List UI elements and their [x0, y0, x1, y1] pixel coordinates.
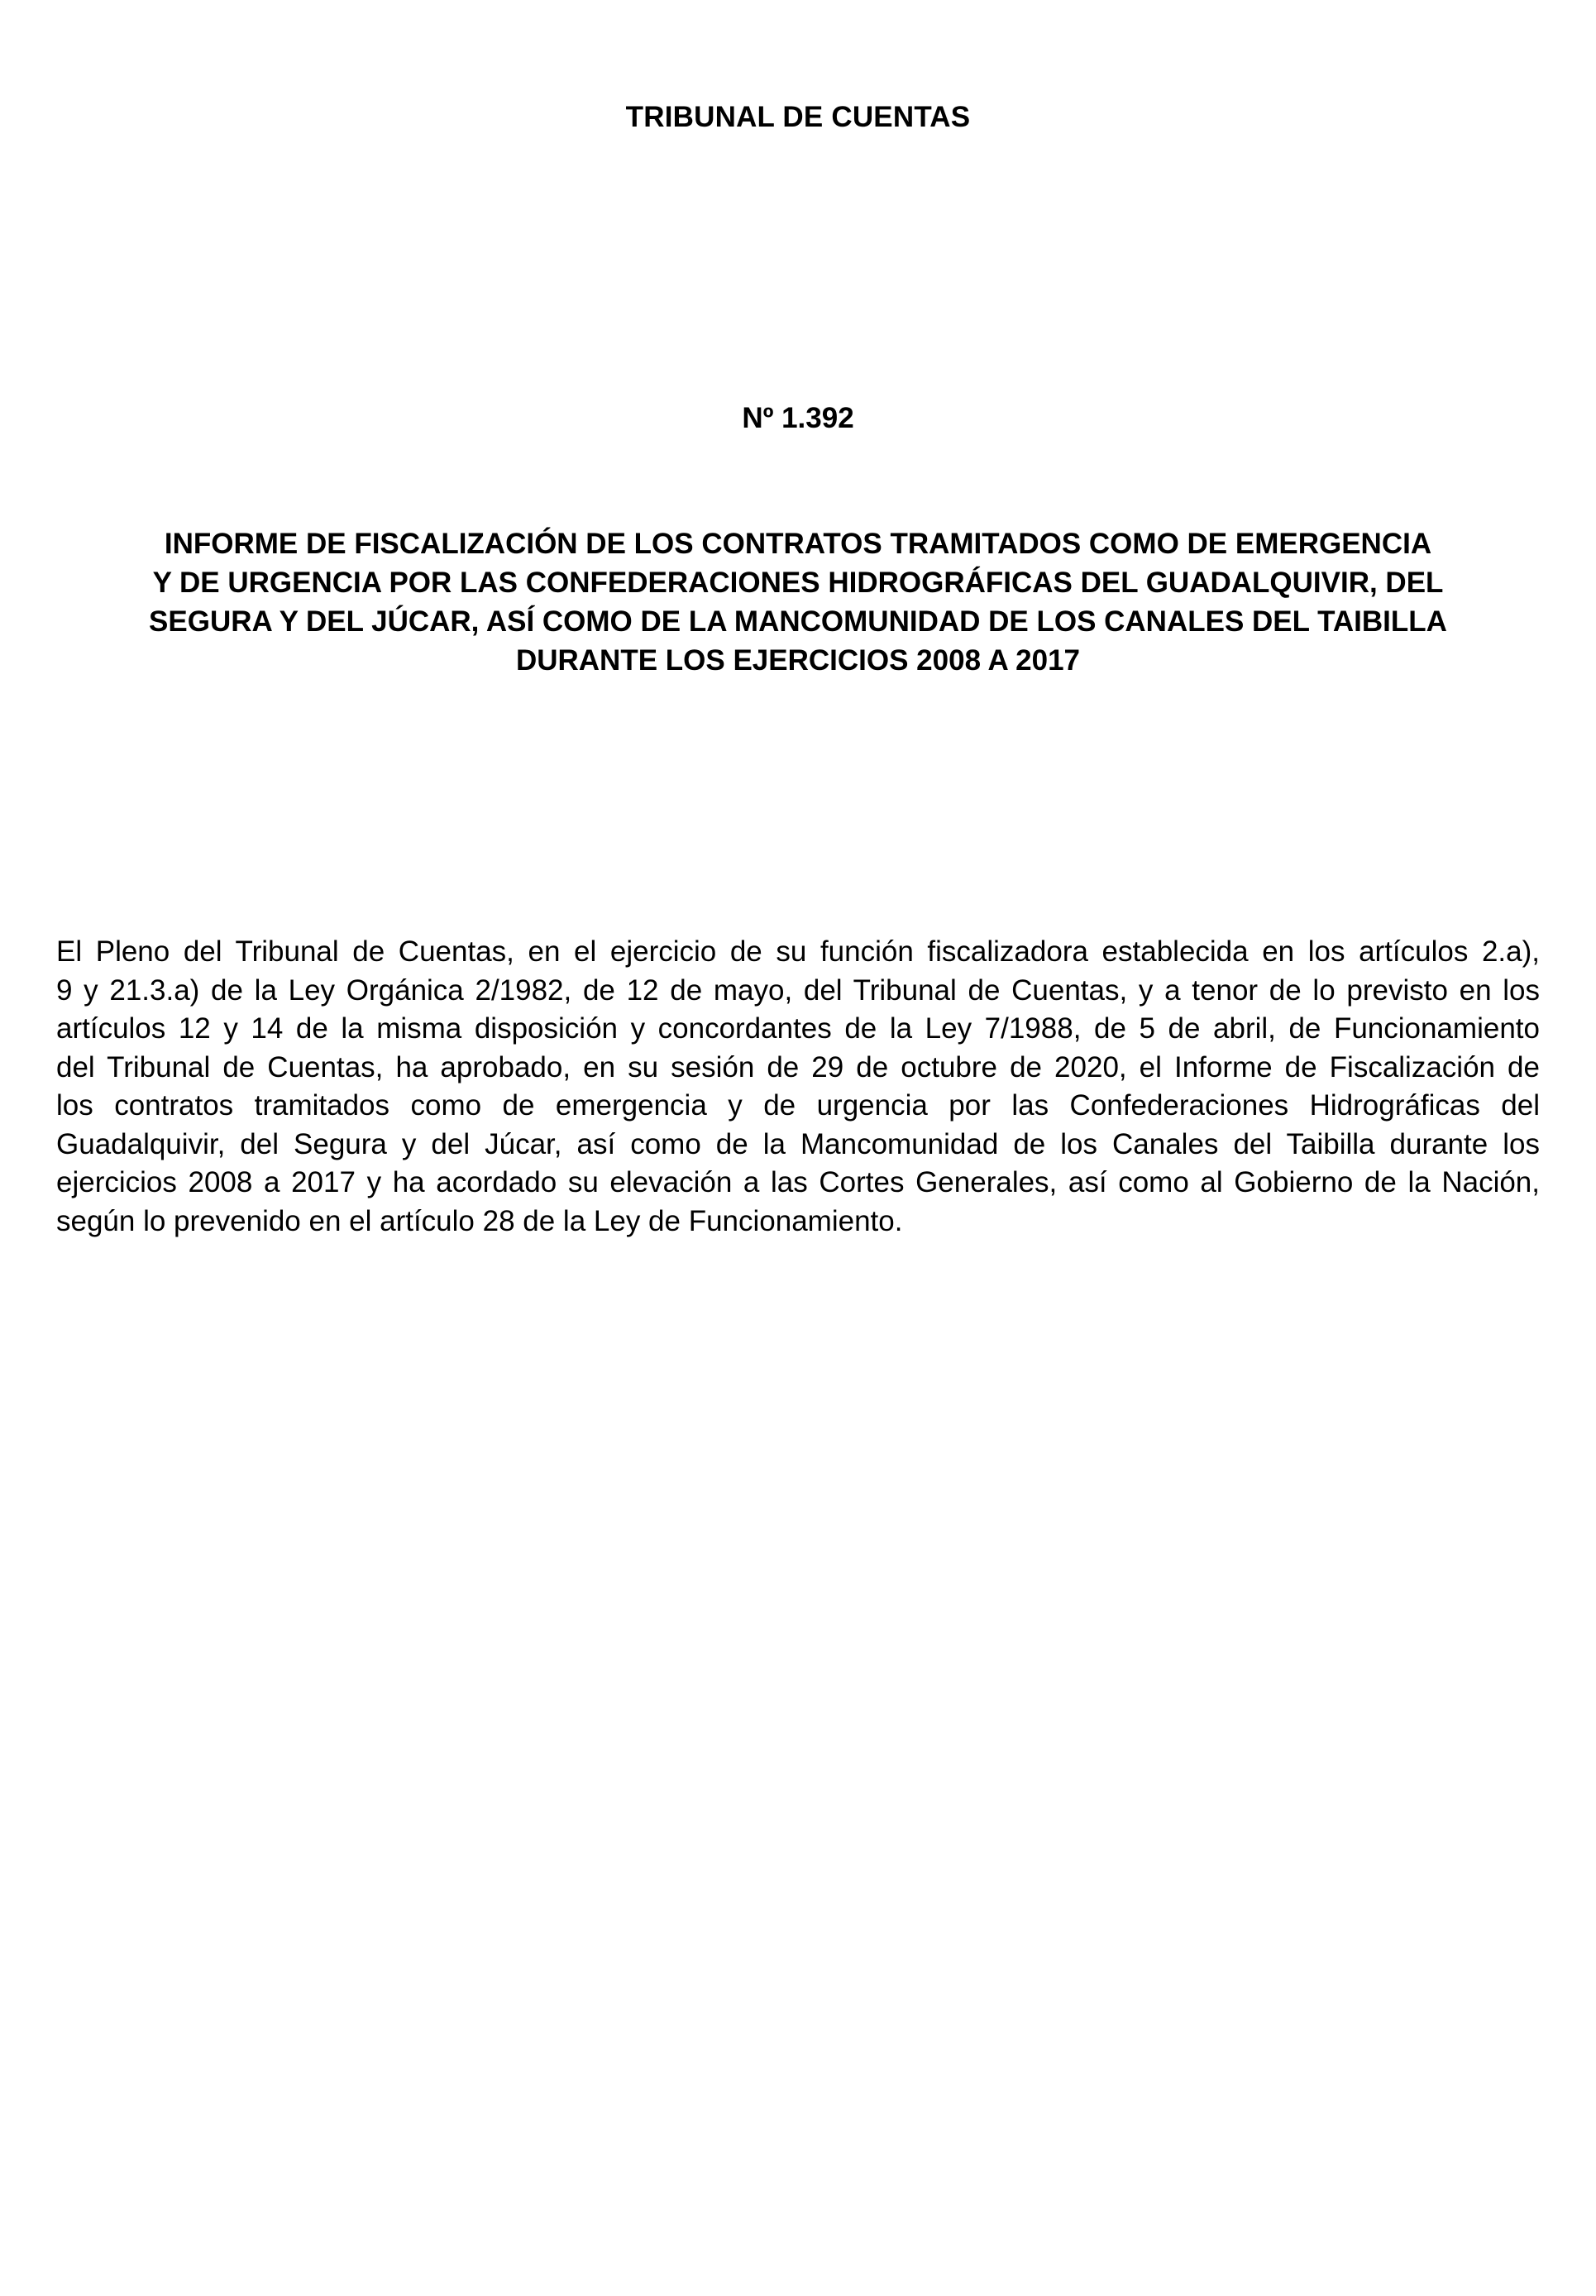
approval-paragraph: [56, 933, 1540, 1241]
paragraph-line: ejercicios 2008 a 2017 y ha acordado su elevación a las Cortes Generales, así como al Gobierno de la Nación,: [56, 1166, 1540, 1198]
report-title: [83, 524, 1513, 680]
report-title-line: Y DE URGENCIA POR LAS CONFEDERACIONES HIDROGRÁFICAS DEL GUADALQUIVIR, DEL: [152, 567, 1444, 599]
paragraph-line: El Pleno del Tribunal de Cuentas, en el ejercicio de su función fiscalizadora establecida en los artículos 2.a),: [56, 935, 1540, 968]
paragraph-line: 9 y 21.3.a) de la Ley Orgánica 2/1982, de 12 de mayo, del Tribunal de Cuentas, y a tenor de lo previsto en los: [56, 973, 1540, 1007]
paragraph-line: según lo prevenido en el artículo 28 de la Ley de Funcionamiento.: [56, 1204, 903, 1237]
paragraph-line: Guadalquivir, del Segura y del Júcar, así como de la Mancomunidad de los Canales del Taibilla durante los: [56, 1127, 1540, 1160]
report-title-line: DURANTE LOS EJERCICIOS 2008 A 2017: [515, 644, 1081, 677]
paragraph-line: artículos 12 y 14 de la misma disposición y concordantes de la Ley 7/1988, de 5 de abril, de Funcionamiento: [56, 1012, 1540, 1045]
paragraph-line: los contratos tramitados como de emergencia y de urgencia por las Confederaciones Hidrográficas del: [56, 1089, 1540, 1122]
report-title-line: INFORME DE FISCALIZACIÓN DE LOS CONTRATOS TRAMITADOS COMO DE EMERGENCIA: [164, 528, 1432, 560]
report-title-line: SEGURA Y DEL JÚCAR, ASÍ COMO DE LA MANCOMUNIDAD DE LOS CANALES DEL TAIBILLA: [149, 605, 1447, 638]
institution-heading: TRIBUNAL DE CUENTAS: [625, 101, 971, 133]
paragraph-line: del Tribunal de Cuentas, ha aprobado, en su sesión de 29 de octubre de 2020, el Informe de Fiscalización de: [56, 1050, 1540, 1083]
report-number: Nº 1.392: [742, 402, 854, 434]
